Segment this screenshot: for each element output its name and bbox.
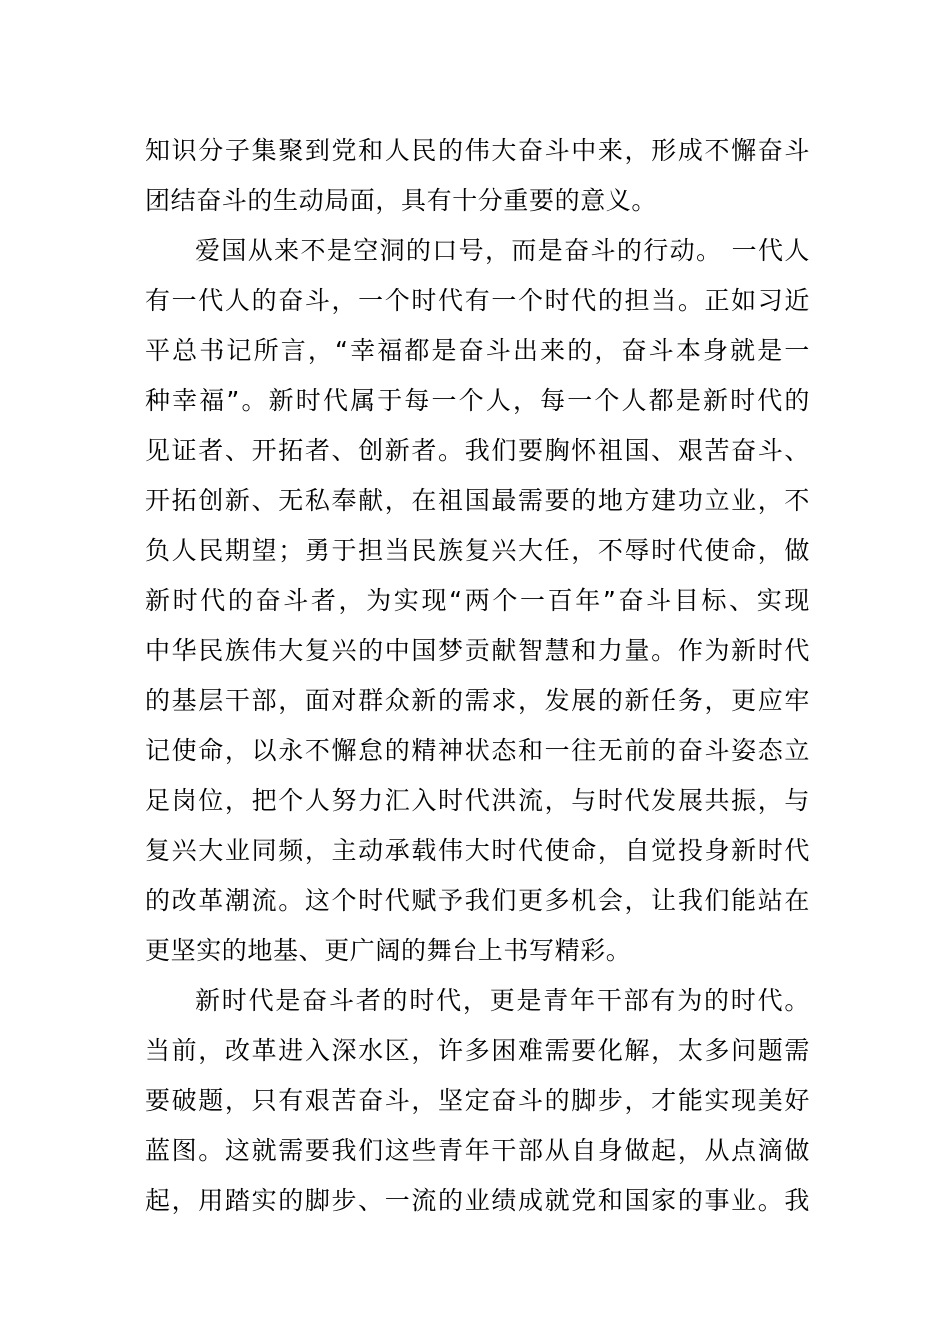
text-line: 当前，改革进入深水区，许多困难需要化解，太多问题需 <box>145 1036 810 1065</box>
text-line: 负人民期望；勇于担当民族复兴大任，不辱时代使命，做 <box>145 536 810 565</box>
text-line: 新时代的奋斗者，为实现“两个一百年”奋斗目标、实现 <box>145 586 810 615</box>
text-line: 平总书记所言，“幸福都是奋斗出来的，奋斗本身就是一 <box>145 336 810 365</box>
text-line: 有一代人的奋斗，一个时代有一个时代的担当。正如习近 <box>145 286 810 315</box>
body-text <box>145 126 810 1226</box>
paragraph-start-line: 新时代是奋斗者的时代，更是青年干部有为的时代。 <box>195 986 810 1015</box>
text-line: 起，用踏实的脚步、一流的业绩成就党和国家的事业。我 <box>145 1186 810 1215</box>
text-line: 开拓创新、无私奉献，在祖国最需要的地方建功立业，不 <box>145 486 810 515</box>
text-line: 团结奋斗的生动局面，具有十分重要的意义。 <box>145 186 658 215</box>
text-line: 知识分子集聚到党和人民的伟大奋斗中来，形成不懈奋斗 <box>145 136 810 165</box>
text-line: 蓝图。这就需要我们这些青年干部从自身做起，从点滴做 <box>145 1136 810 1165</box>
text-line: 种幸福”。新时代属于每一个人，每一个人都是新时代的 <box>145 386 810 415</box>
text-line: 记使命，以永不懈怠的精神状态和一往无前的奋斗姿态立 <box>145 736 810 765</box>
text-line: 的改革潮流。这个时代赋予我们更多机会，让我们能站在 <box>145 886 810 915</box>
text-line: 见证者、开拓者、创新者。我们要胸怀祖国、艰苦奋斗、 <box>145 436 810 465</box>
text-line: 更坚实的地基、更广阔的舞台上书写精彩。 <box>145 936 632 965</box>
text-line: 的基层干部，面对群众新的需求，发展的新任务，更应牢 <box>145 686 810 715</box>
paragraph-start-line: 爱国从来不是空洞的口号，而是奋斗的行动。 一代人 <box>195 236 810 265</box>
text-line: 足岗位，把个人努力汇入时代洪流，与时代发展共振，与 <box>145 786 810 815</box>
text-line: 要破题，只有艰苦奋斗，坚定奋斗的脚步，才能实现美好 <box>145 1086 810 1115</box>
text-line: 中华民族伟大复兴的中国梦贡献智慧和力量。作为新时代 <box>145 636 810 665</box>
text-line: 复兴大业同频，主动承载伟大时代使命，自觉投身新时代 <box>145 836 810 865</box>
